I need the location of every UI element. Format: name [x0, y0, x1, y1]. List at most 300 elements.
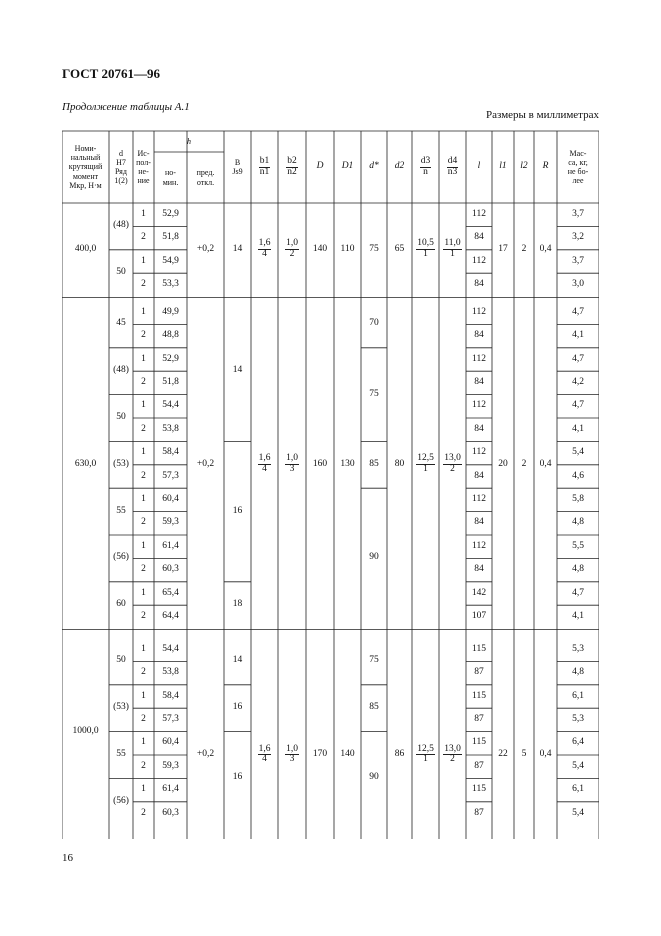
execution-cell — [133, 203, 154, 226]
header-torque-text: Номи- нальный крутящий момент Mкр, Н·м — [68, 144, 103, 190]
d-value-cell — [109, 301, 133, 348]
execution-cell-text: 1 — [141, 353, 146, 364]
mass-cell-text: 4,8 — [572, 564, 584, 575]
l-cell-text: 112 — [472, 353, 486, 364]
b1-n1-cell-numerator: 1,6 — [258, 743, 271, 754]
l-cell-text: 87 — [474, 713, 484, 724]
h-nominal-cell — [154, 558, 187, 581]
dstar-value-cell-text: 90 — [369, 552, 379, 563]
execution-cell-text: 1 — [141, 306, 146, 317]
h-nominal-cell — [154, 755, 187, 778]
header-B-text: B Js9 — [232, 157, 243, 176]
l-cell — [466, 512, 492, 535]
mass-cell — [557, 638, 599, 661]
h-nominal-cell-text: 49,9 — [162, 306, 179, 317]
l2-cell — [514, 203, 534, 297]
execution-cell-text: 2 — [141, 517, 146, 528]
h-nominal-cell-text: 52,9 — [162, 208, 179, 219]
h-tolerance-cell-text: +0,2 — [196, 458, 215, 469]
mass-cell-text: 4,7 — [572, 353, 584, 364]
l-cell — [466, 465, 492, 488]
R-cell-text: 0,4 — [539, 749, 552, 759]
mass-cell — [557, 778, 599, 801]
d-value-cell — [109, 203, 133, 250]
dstar-value-cell — [361, 685, 387, 732]
header-b2-n2-denominator: n2 — [287, 166, 297, 177]
h-nominal-cell-text: 59,3 — [162, 517, 179, 528]
l-cell-text: 115 — [472, 643, 486, 654]
mass-cell — [557, 802, 599, 825]
mass-cell-text: 4,7 — [572, 400, 584, 411]
l-cell-text: 115 — [472, 690, 486, 701]
execution-cell — [133, 605, 154, 628]
mass-cell-text: 4,1 — [572, 610, 584, 621]
R-cell — [534, 203, 557, 297]
d-value-cell-text: (53) — [113, 702, 129, 713]
execution-cell-text: 2 — [141, 278, 146, 289]
execution-cell-text: 2 — [141, 610, 146, 621]
execution-cell-text: 2 — [141, 423, 146, 434]
d4-n3-cell-numerator: 11,0 — [444, 238, 461, 249]
d2-cell — [387, 203, 412, 297]
d3-n-cell-numerator: 12,5 — [417, 453, 434, 464]
header-h-tolerance-text: пред. откл. — [196, 168, 215, 187]
h-nominal-cell — [154, 324, 187, 347]
execution-cell — [133, 301, 154, 324]
header-l1-text: l1 — [499, 161, 507, 172]
mass-cell-text: 6,1 — [572, 690, 584, 701]
h-nominal-cell — [154, 488, 187, 511]
h-tolerance-cell — [187, 203, 224, 297]
dimensions-table — [62, 0, 599, 936]
execution-cell — [133, 708, 154, 731]
l2-cell-text: 2 — [521, 243, 527, 254]
b2-n2-cell-denominator: 2 — [289, 249, 295, 260]
dstar-value-cell — [361, 348, 387, 442]
units-note: Размеры в миллиметрах — [486, 109, 599, 121]
h-nominal-cell — [154, 273, 187, 296]
mass-cell — [557, 708, 599, 731]
B-value-cell-text: 16 — [232, 772, 243, 783]
l-cell — [466, 582, 492, 605]
header-l1 — [492, 131, 514, 203]
h-nominal-cell-text: 61,4 — [162, 784, 179, 795]
mass-cell — [557, 203, 599, 226]
d-value-cell-text: 60 — [116, 599, 126, 610]
d-value-cell — [109, 732, 133, 779]
header-h-nominal-text: но- мин. — [162, 168, 179, 187]
D1-cell — [334, 203, 361, 297]
torque-cell-text: 1000,0 — [72, 725, 99, 736]
dstar-value-cell — [361, 732, 387, 826]
l-cell — [466, 638, 492, 661]
b2-n2-cell-numerator: 1,0 — [286, 743, 298, 754]
torque-cell — [62, 203, 109, 297]
execution-cell-text: 1 — [141, 643, 146, 654]
execution-cell — [133, 395, 154, 418]
header-d — [109, 131, 133, 203]
h-nominal-cell-text: 60,4 — [162, 493, 179, 504]
mass-cell — [557, 395, 599, 418]
mass-cell — [557, 250, 599, 273]
l-cell-text: 112 — [472, 255, 486, 266]
l-cell — [466, 755, 492, 778]
d3-n-cell-numerator: 12,5 — [417, 743, 434, 754]
execution-cell-text: 2 — [141, 667, 146, 678]
mass-cell-text: 4,7 — [572, 306, 584, 317]
execution-cell-text: 2 — [141, 330, 146, 341]
b1-n1-cell — [251, 203, 278, 297]
execution-cell — [133, 661, 154, 684]
d-value-cell — [109, 685, 133, 732]
execution-cell — [133, 324, 154, 347]
D1-cell — [334, 301, 361, 629]
header-l2-text: l2 — [520, 161, 528, 172]
d4-n3-cell-denominator: 2 — [450, 754, 455, 765]
execution-cell-text: 2 — [141, 470, 146, 481]
h-nominal-cell-text: 59,3 — [162, 760, 179, 771]
h-nominal-cell-text: 54,4 — [162, 643, 179, 654]
l2-cell-text: 5 — [521, 749, 527, 759]
R-cell — [534, 301, 557, 629]
execution-cell — [133, 685, 154, 708]
l2-cell — [514, 732, 534, 779]
b2-n2-cell — [278, 301, 306, 629]
h-nominal-cell-text: 52,9 — [162, 353, 179, 364]
d-value-cell-text: 55 — [116, 505, 126, 516]
header-d-star — [361, 131, 387, 203]
mass-cell — [557, 226, 599, 249]
h-nominal-cell-text: 61,4 — [162, 540, 179, 551]
dstar-value-cell — [361, 301, 387, 348]
d-value-cell — [109, 638, 133, 685]
l-cell-text: 112 — [472, 540, 486, 551]
b1-n1-cell-numerator: 1,6 — [258, 238, 271, 249]
execution-cell-text: 2 — [141, 760, 146, 771]
h-tolerance-cell — [187, 732, 224, 779]
l-cell-text: 84 — [474, 330, 484, 341]
l-cell-text: 112 — [472, 400, 486, 411]
header-b2-n2 — [278, 131, 306, 203]
h-tolerance-cell-text: +0,2 — [196, 749, 215, 759]
mass-cell — [557, 755, 599, 778]
d-value-cell-text: 50 — [116, 267, 126, 278]
execution-cell-text: 2 — [141, 807, 146, 818]
header-d-text: d Н7 Ряд 1(2) — [114, 148, 128, 186]
D1-cell-text: 110 — [340, 243, 355, 254]
execution-cell — [133, 441, 154, 464]
d-value-cell — [109, 582, 133, 629]
d4-n3-cell-denominator: 2 — [450, 464, 455, 475]
l1-cell — [492, 732, 514, 779]
execution-cell — [133, 732, 154, 755]
execution-cell — [133, 512, 154, 535]
d-value-cell-text: 50 — [116, 412, 126, 422]
d-value-cell — [109, 395, 133, 442]
d4-n3-cell-numerator: 13,0 — [444, 453, 461, 464]
d4-n3-cell-numerator: 13,0 — [444, 743, 461, 754]
dstar-value-cell-text: 75 — [369, 388, 379, 399]
D-cell-text: 170 — [312, 749, 328, 759]
d-value-cell — [109, 778, 133, 825]
h-nominal-cell-text: 54,9 — [162, 255, 179, 266]
header-execution — [133, 131, 154, 203]
mass-cell-text: 5,8 — [572, 493, 584, 504]
mass-cell-text: 6,1 — [572, 784, 584, 795]
execution-cell-text: 1 — [141, 737, 146, 748]
execution-cell-text: 1 — [141, 540, 146, 551]
header-D-text: D — [316, 161, 324, 172]
header-R-text: R — [542, 161, 549, 172]
l-cell-text: 112 — [472, 447, 486, 458]
l-cell — [466, 558, 492, 581]
dstar-value-cell-text: 90 — [369, 772, 379, 783]
mass-cell — [557, 732, 599, 755]
h-nominal-cell-text: 64,4 — [162, 610, 179, 621]
mass-cell — [557, 685, 599, 708]
d4-n3-cell — [439, 203, 466, 297]
l-cell-text: 84 — [474, 470, 484, 481]
header-h-text: h — [187, 136, 191, 146]
header-b2-n2-numerator: b2 — [287, 155, 297, 166]
l-cell — [466, 418, 492, 441]
l-cell — [466, 535, 492, 558]
h-nominal-cell — [154, 301, 187, 324]
d-value-cell-text: (53) — [113, 458, 129, 469]
b2-n2-cell-denominator: 3 — [289, 754, 295, 765]
l-cell — [466, 778, 492, 801]
d-value-cell — [109, 250, 133, 297]
execution-cell — [133, 418, 154, 441]
mass-cell-text: 3,0 — [572, 278, 584, 289]
B-value-cell-text: 14 — [232, 655, 243, 666]
l-cell — [466, 301, 492, 324]
b1-n1-cell — [251, 301, 278, 629]
mass-cell-text: 4,2 — [572, 376, 584, 387]
l-cell-text: 112 — [472, 306, 486, 317]
execution-cell — [133, 348, 154, 371]
R-cell-text: 0,4 — [539, 458, 552, 469]
execution-cell — [133, 535, 154, 558]
D1-cell — [334, 732, 361, 779]
dstar-value-cell — [361, 203, 387, 297]
mass-cell-text: 6,4 — [572, 737, 584, 748]
h-nominal-cell-text: 57,3 — [162, 713, 179, 724]
l-cell-text: 84 — [474, 278, 484, 289]
header-D1-text: D1 — [341, 161, 354, 172]
B-value-cell-text: 14 — [232, 365, 243, 376]
d-value-cell-text: 50 — [116, 655, 126, 666]
h-nominal-cell — [154, 535, 187, 558]
d3-n-cell-denominator: 1 — [423, 464, 428, 475]
dstar-value-cell — [361, 441, 387, 488]
l-cell-text: 142 — [471, 587, 487, 598]
d2-cell-text: 86 — [394, 749, 405, 759]
h-nominal-cell-text: 60,3 — [162, 564, 179, 575]
B-value-cell — [224, 638, 251, 685]
execution-cell — [133, 226, 154, 249]
mass-cell — [557, 418, 599, 441]
header-h-nominal — [154, 152, 187, 203]
execution-cell-text: 1 — [141, 255, 146, 266]
header-d3-n — [412, 131, 439, 203]
mass-cell — [557, 348, 599, 371]
execution-cell — [133, 371, 154, 394]
D-cell-text: 160 — [312, 458, 328, 469]
l-cell-text: 84 — [474, 423, 484, 434]
dstar-value-cell-text: 75 — [369, 655, 379, 666]
mass-cell — [557, 558, 599, 581]
h-nominal-cell-text: 57,3 — [162, 470, 179, 481]
l-cell-text: 107 — [471, 610, 487, 621]
l-cell — [466, 685, 492, 708]
h-nominal-cell-text: 54,4 — [162, 400, 179, 411]
mass-cell — [557, 465, 599, 488]
header-mass-text: Мас- са, кг, не бо- лее — [567, 148, 589, 186]
execution-cell — [133, 250, 154, 273]
b2-n2-cell-denominator: 3 — [289, 464, 295, 475]
document-code: ГОСТ 20761—96 — [62, 66, 161, 81]
h-nominal-cell-text: 48,8 — [162, 330, 179, 341]
b1-n1-cell-denominator: 4 — [262, 464, 267, 475]
header-d3-n-numerator: d3 — [420, 155, 431, 166]
l-cell-text: 115 — [472, 784, 486, 795]
execution-cell-text: 1 — [141, 493, 146, 504]
h-tolerance-cell — [187, 301, 224, 629]
h-nominal-cell — [154, 441, 187, 464]
h-nominal-cell-text: 65,4 — [162, 587, 179, 598]
torque-cell — [62, 301, 109, 629]
mass-cell — [557, 488, 599, 511]
execution-cell — [133, 582, 154, 605]
dstar-value-cell-text: 70 — [369, 318, 379, 329]
h-nominal-cell-text: 58,4 — [162, 690, 179, 701]
D-cell — [306, 301, 334, 629]
D-cell-text: 140 — [312, 243, 328, 254]
b1-n1-cell-numerator: 1,6 — [258, 453, 271, 464]
h-nominal-cell-text: 51,8 — [162, 232, 179, 243]
d-value-cell-text: (56) — [113, 552, 129, 563]
execution-cell-text: 1 — [141, 400, 146, 411]
mass-cell-text: 4,1 — [572, 423, 584, 434]
d4-n3-cell — [439, 301, 466, 629]
table-continuation-caption: Продолжение таблицы А.1 — [62, 101, 190, 113]
d3-n-cell-denominator: 1 — [423, 249, 428, 260]
mass-cell-text: 5,3 — [572, 713, 584, 724]
header-d3-n-denominator: n — [423, 166, 428, 177]
dstar-value-cell-text: 75 — [369, 243, 379, 254]
d2-cell-text: 65 — [394, 243, 405, 254]
header-h — [154, 131, 224, 152]
l-cell — [466, 273, 492, 296]
mass-cell-text: 3,2 — [572, 232, 584, 243]
torque-cell-text: 630,0 — [74, 458, 97, 469]
dstar-value-cell-text: 85 — [369, 458, 379, 469]
l1-cell-text: 17 — [498, 243, 508, 254]
h-nominal-cell-text: 58,4 — [162, 447, 179, 458]
l-cell-text: 84 — [474, 564, 484, 575]
d-value-cell — [109, 348, 133, 395]
l-cell-text: 87 — [474, 667, 484, 678]
h-nominal-cell — [154, 802, 187, 825]
execution-cell — [133, 778, 154, 801]
dstar-value-cell — [361, 488, 387, 628]
d3-n-cell-denominator: 1 — [423, 754, 428, 765]
B-value-cell — [224, 582, 251, 629]
l-cell — [466, 348, 492, 371]
h-nominal-cell-text: 53,8 — [162, 423, 179, 434]
execution-cell-text: 2 — [141, 376, 146, 387]
header-d2-text: d2 — [394, 161, 405, 172]
mass-cell — [557, 605, 599, 628]
B-value-cell — [224, 301, 251, 441]
execution-cell — [133, 802, 154, 825]
execution-cell — [133, 558, 154, 581]
h-nominal-cell — [154, 638, 187, 661]
h-nominal-cell — [154, 465, 187, 488]
execution-cell — [133, 488, 154, 511]
d2-cell-text: 80 — [394, 458, 405, 469]
d3-n-cell — [412, 301, 439, 629]
l-cell — [466, 708, 492, 731]
l1-cell-text: 20 — [498, 458, 508, 469]
l-cell-text: 112 — [472, 493, 486, 504]
B-value-cell-text: 14 — [232, 243, 243, 254]
header-d2 — [387, 131, 412, 203]
D1-cell-text: 130 — [340, 458, 355, 469]
execution-cell — [133, 638, 154, 661]
header-l-text: l — [477, 161, 481, 172]
h-nominal-cell — [154, 418, 187, 441]
mass-cell-text: 4,6 — [572, 470, 584, 481]
b1-n1-cell — [251, 732, 278, 779]
h-nominal-cell-text: 53,3 — [162, 278, 179, 289]
R-cell-text: 0,4 — [539, 243, 552, 254]
header-b1-n1 — [251, 131, 278, 203]
d4-n3-cell-denominator: 1 — [450, 249, 455, 260]
mass-cell-text: 5,4 — [572, 760, 584, 771]
header-D1 — [334, 131, 361, 203]
B-value-cell-text: 16 — [232, 702, 243, 713]
mass-cell-text: 5,5 — [572, 540, 584, 551]
l-cell — [466, 371, 492, 394]
h-nominal-cell — [154, 203, 187, 226]
header-mass — [557, 131, 599, 203]
h-nominal-cell — [154, 395, 187, 418]
l-cell-text: 115 — [472, 737, 486, 748]
h-nominal-cell-text: 53,8 — [162, 667, 179, 678]
header-execution-text: Ис- пол- не- ние — [136, 148, 151, 186]
l2-cell — [514, 301, 534, 629]
D-cell — [306, 732, 334, 779]
mass-cell-text: 3,7 — [572, 255, 584, 266]
execution-cell-text: 2 — [141, 713, 146, 724]
l-cell-text: 84 — [474, 517, 484, 528]
h-nominal-cell — [154, 226, 187, 249]
header-torque — [62, 131, 109, 203]
b2-n2-cell — [278, 732, 306, 779]
execution-cell-text: 1 — [141, 690, 146, 701]
l-cell — [466, 395, 492, 418]
R-cell — [534, 732, 557, 779]
execution-cell-text: 1 — [141, 587, 146, 598]
d3-n-cell — [412, 203, 439, 297]
mass-cell-text: 5,4 — [572, 807, 584, 818]
header-B — [224, 131, 251, 203]
h-nominal-cell — [154, 371, 187, 394]
header-R — [534, 131, 557, 203]
mass-cell-text: 4,1 — [572, 330, 584, 341]
